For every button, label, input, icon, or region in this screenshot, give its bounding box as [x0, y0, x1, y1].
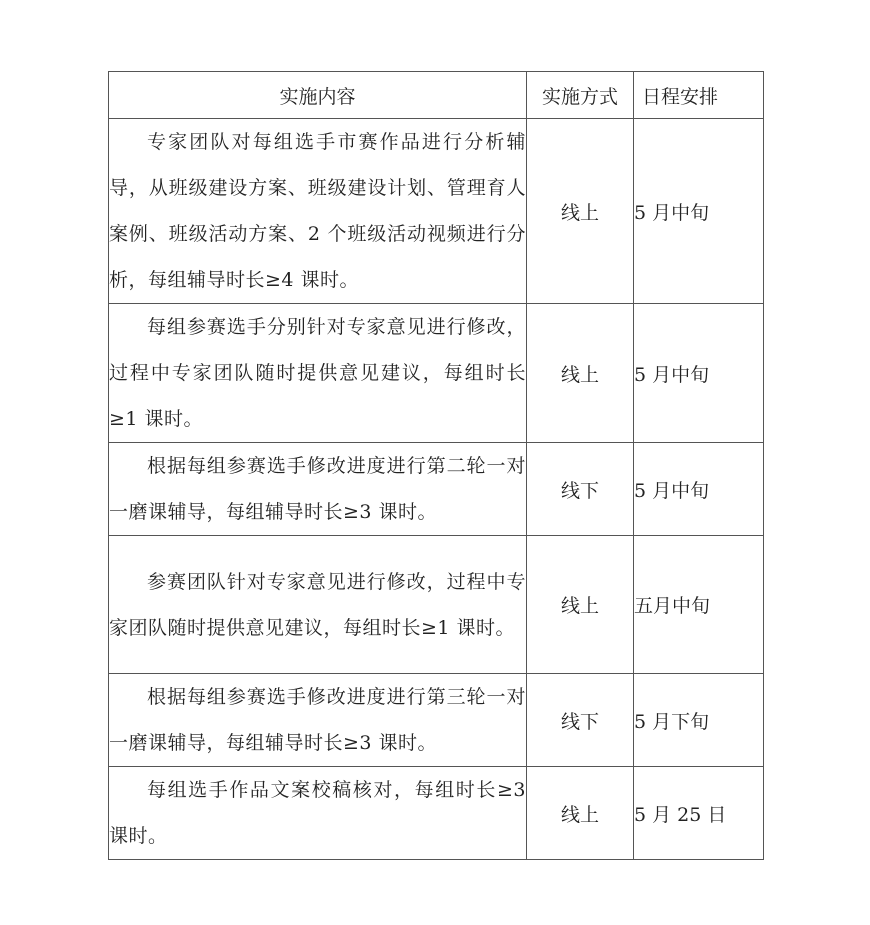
row-content: 参赛团队针对专家意见进行修改，过程中专家团队随时提供意见建议，每组时长≥1 课时。 [109, 536, 527, 674]
row-schedule: 5 月中旬 [634, 443, 764, 536]
row-method: 线下 [527, 674, 634, 767]
table-row [109, 767, 764, 860]
row-method: 线下 [527, 443, 634, 536]
table-header-row [109, 72, 764, 119]
table-row [109, 304, 764, 443]
row-schedule: 5 月 25 日 [634, 767, 764, 860]
row-content: 每组参赛选手分别针对专家意见进行修改，过程中专家团队随时提供意见建议，每组时长≥1 课时。 [109, 304, 527, 443]
row-schedule: 5 月下旬 [634, 674, 764, 767]
row-method: 线上 [527, 304, 634, 443]
row-method: 线上 [527, 536, 634, 674]
row-schedule: 五月中旬 [634, 536, 764, 674]
row-content: 专家团队对每组选手市赛作品进行分析辅导，从班级建设方案、班级建设计划、管理育人案例、班级活动方案、2 个班级活动视频进行分析，每组辅导时长≥4 课时。 [109, 119, 527, 304]
row-schedule: 5 月中旬 [634, 119, 764, 304]
header-content: 实施内容 [109, 72, 527, 119]
table-row [109, 443, 764, 536]
table-row [109, 536, 764, 674]
row-method: 线上 [527, 119, 634, 304]
row-content: 根据每组参赛选手修改进度进行第二轮一对一磨课辅导，每组辅导时长≥3 课时。 [109, 443, 527, 536]
table-row [109, 119, 764, 304]
header-schedule: 日程安排 [634, 72, 764, 119]
schedule-table [108, 71, 764, 860]
table-row [109, 674, 764, 767]
row-content: 根据每组参赛选手修改进度进行第三轮一对一磨课辅导，每组辅导时长≥3 课时。 [109, 674, 527, 767]
header-method: 实施方式 [527, 72, 634, 119]
row-method: 线上 [527, 767, 634, 860]
row-schedule: 5 月中旬 [634, 304, 764, 443]
row-content: 每组选手作品文案校稿核对，每组时长≥3 课时。 [109, 767, 527, 860]
